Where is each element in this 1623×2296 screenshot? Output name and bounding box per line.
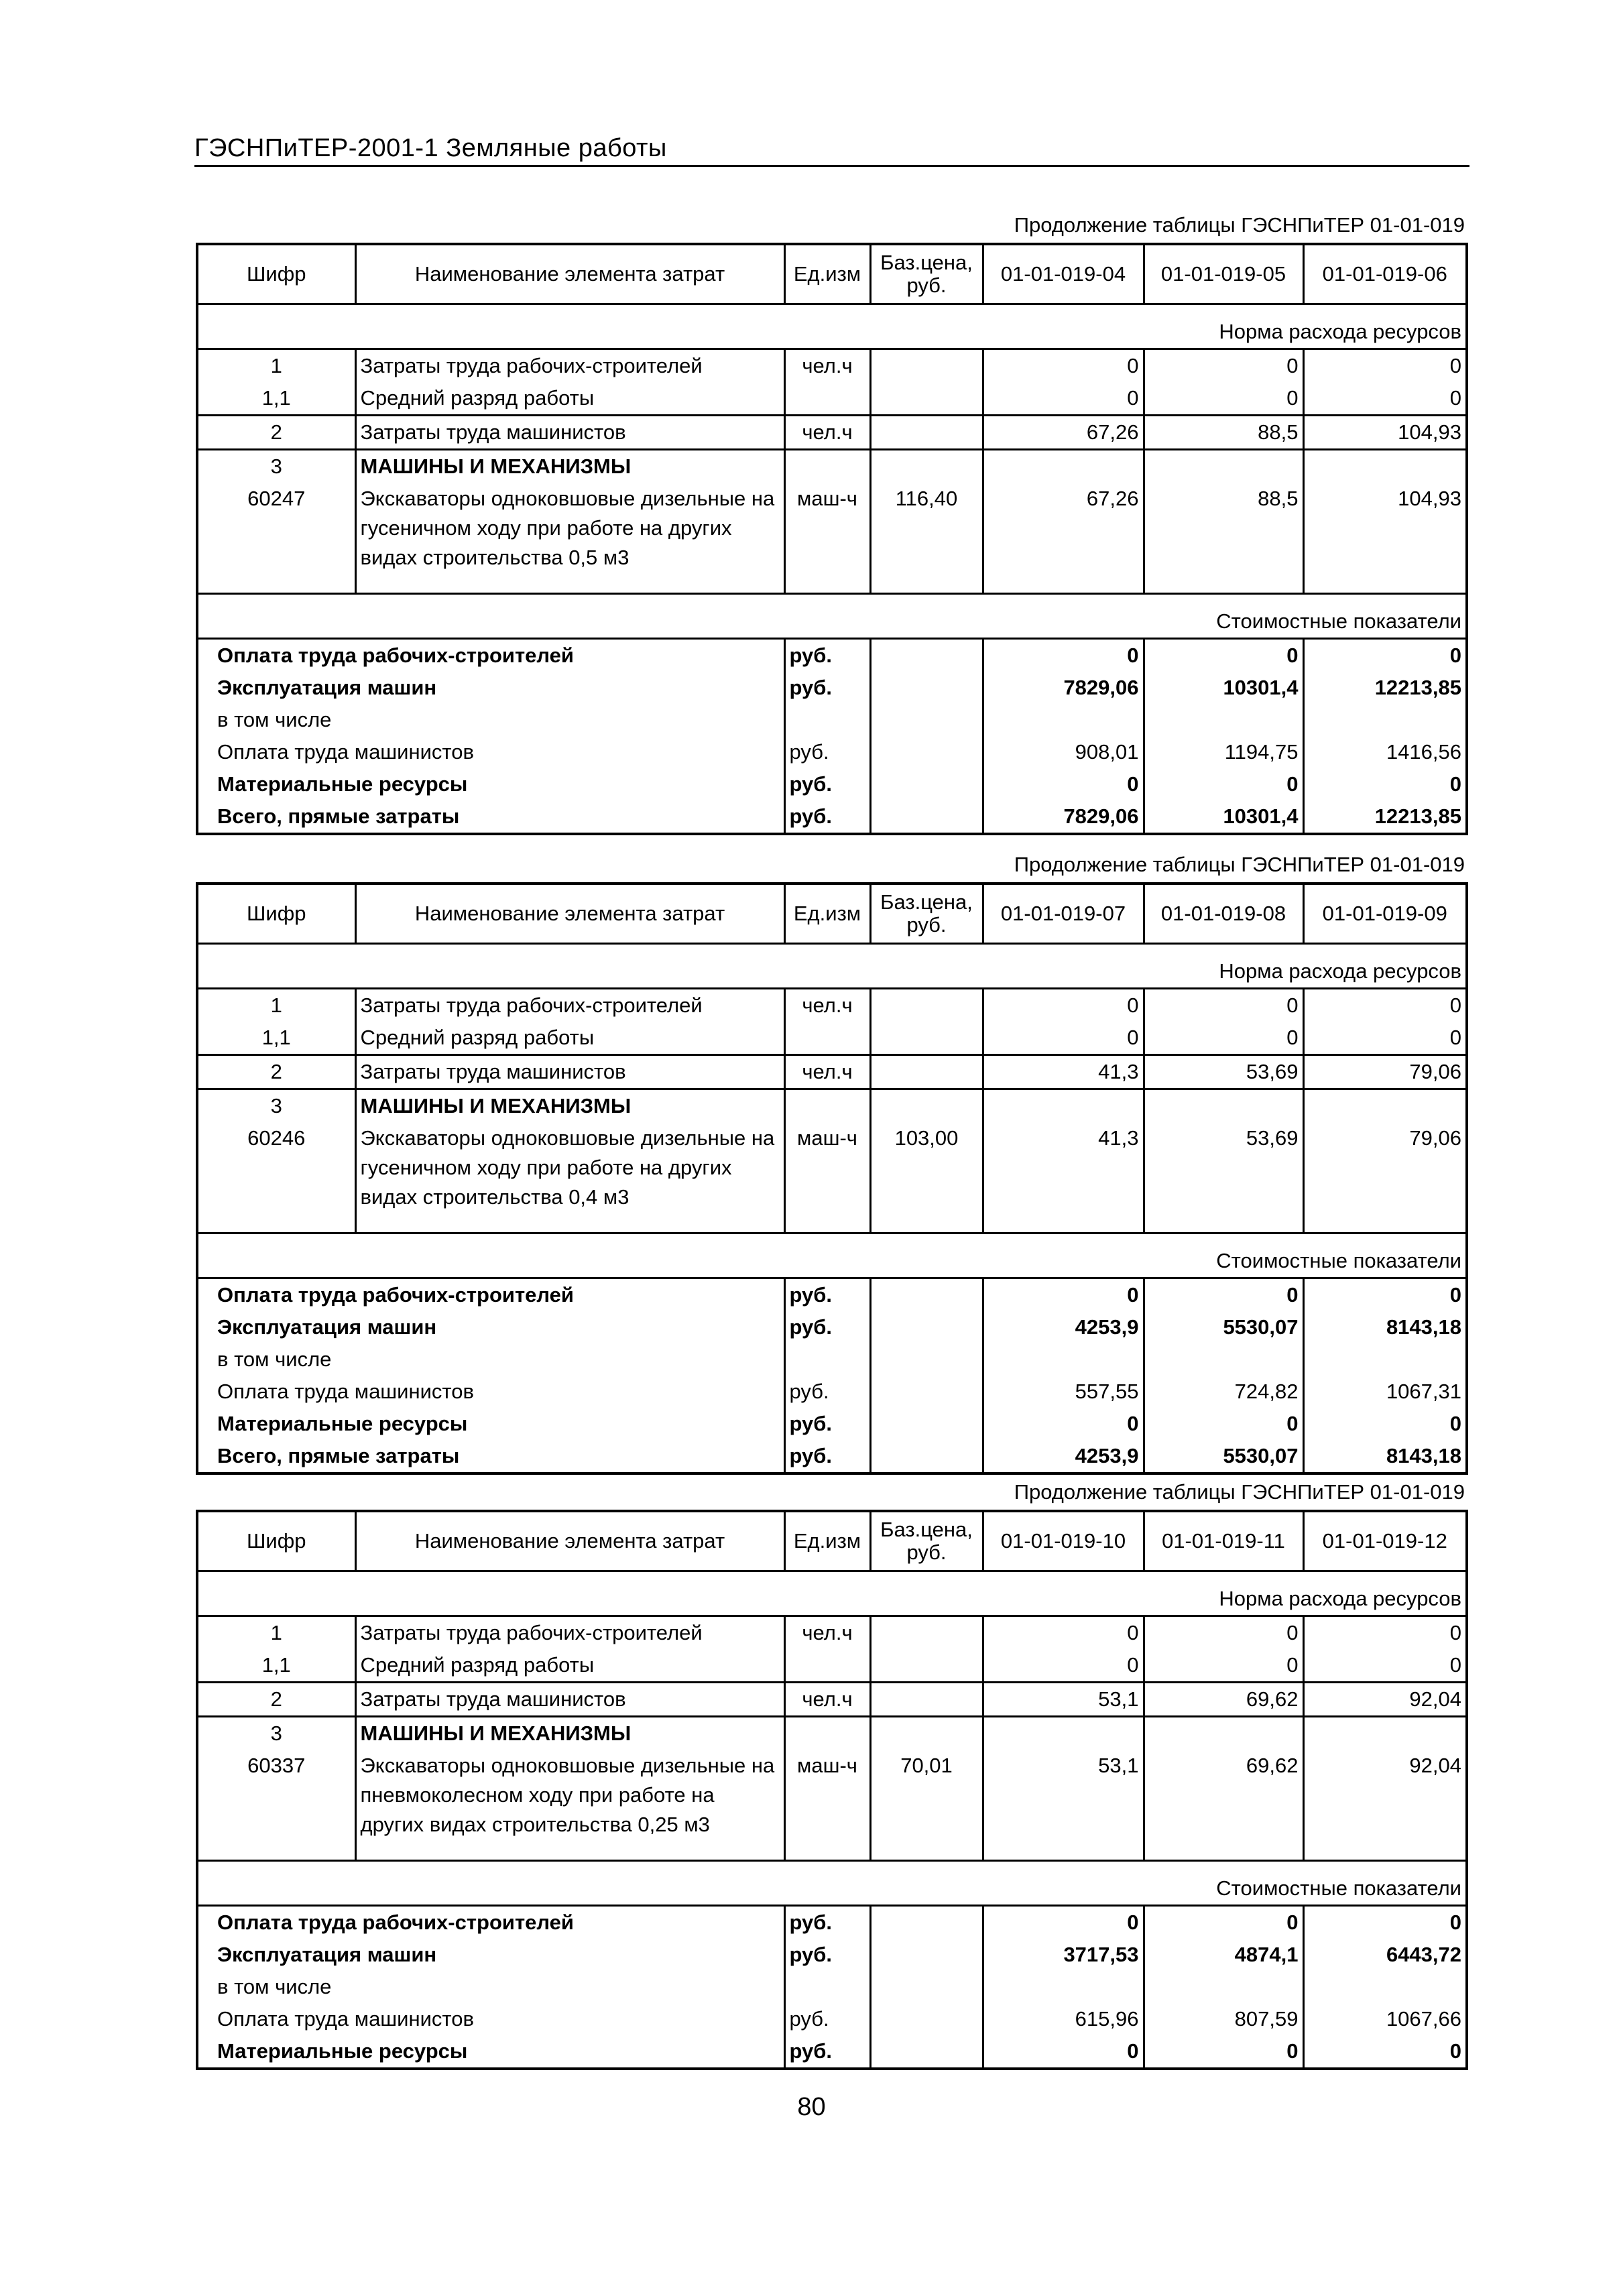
machine-row: 60337 Экскаваторы одноковшовые дизельные на пневмоколесном ходу при работе на других видах строительства 0,25 м3 маш-ч 70,01 53,1 69,62 92,04	[197, 1750, 1467, 1861]
norm-section-label: Норма расхода ресурсов	[197, 1571, 1467, 1616]
col-unit-header: Ед.изм	[784, 884, 870, 944]
table-row: Материальные ресурсы руб. 0 0 0	[197, 2035, 1467, 2069]
table-row: Оплата труда рабочих-строителей руб. 0 0 0	[197, 639, 1467, 672]
col-name-header: Наименование элемента затрат	[355, 244, 784, 304]
machines-header-row: 3 МАШИНЫ И МЕХАНИЗМЫ	[197, 450, 1467, 483]
cost-section-label: Стоимостные показатели	[197, 1861, 1467, 1906]
table-row: Эксплуатация машин руб. 4253,9 5530,07 8143,18	[197, 1311, 1467, 1343]
col-norm-code: 01-01-019-08	[1144, 884, 1303, 944]
table-row: Оплата труда машинистов руб. 908,01 1194,75 1416,56	[197, 736, 1467, 768]
norm-section-label: Норма расхода ресурсов	[197, 944, 1467, 989]
table-row: Оплата труда рабочих-строителей руб. 0 0 0	[197, 1906, 1467, 1939]
col-norm-code: 01-01-019-11	[1144, 1511, 1303, 1571]
table-row: Эксплуатация машин руб. 3717,53 4874,1 6443,72	[197, 1939, 1467, 1971]
table-row: Всего, прямые затраты руб. 7829,06 10301,4 12213,85	[197, 800, 1467, 834]
table-row: 1 Затраты труда рабочих-строителей чел.ч 0 0 0	[197, 1616, 1467, 1650]
table-row: в том числе	[197, 704, 1467, 736]
col-norm-code: 01-01-019-05	[1144, 244, 1303, 304]
cost-section-label: Стоимостные показатели	[197, 594, 1467, 639]
col-price-header: Баз.цена, руб.	[870, 244, 983, 304]
page-number: 80	[797, 2093, 826, 2121]
table-row: Оплата труда машинистов руб. 557,55 724,82 1067,31	[197, 1376, 1467, 1408]
col-unit-header: Ед.изм	[784, 1511, 870, 1571]
table-row: в том числе	[197, 1971, 1467, 2003]
table-row: 2 Затраты труда машинистов чел.ч 53,1 69,62 92,04	[197, 1683, 1467, 1717]
machines-header-row: 3 МАШИНЫ И МЕХАНИЗМЫ	[197, 1089, 1467, 1123]
table-row: Материальные ресурсы руб. 0 0 0	[197, 768, 1467, 800]
col-norm-code: 01-01-019-09	[1303, 884, 1467, 944]
table-caption: Продолжение таблицы ГЭСНПиТЕР 01-01-019	[1014, 1480, 1465, 1504]
table-row: 1 Затраты труда рабочих-строителей чел.ч 0 0 0	[197, 989, 1467, 1022]
table-row: Оплата труда машинистов руб. 615,96 807,59 1067,66	[197, 2003, 1467, 2035]
table-row: Оплата труда рабочих-строителей руб. 0 0 0	[197, 1278, 1467, 1312]
table-row: 1,1 Средний разряд работы 0 0 0	[197, 1649, 1467, 1683]
col-norm-code: 01-01-019-06	[1303, 244, 1467, 304]
resource-table-1	[196, 243, 1465, 835]
col-code-header: Шифр	[197, 1511, 355, 1571]
col-code-header: Шифр	[197, 244, 355, 304]
col-norm-code: 01-01-019-10	[983, 1511, 1144, 1571]
machines-header-row: 3 МАШИНЫ И МЕХАНИЗМЫ	[197, 1717, 1467, 1750]
col-norm-code: 01-01-019-07	[983, 884, 1144, 944]
table-caption: Продолжение таблицы ГЭСНПиТЕР 01-01-019	[1014, 853, 1465, 876]
page-header: ГЭСНПиТЕР-2001-1 Земляные работы	[194, 134, 667, 162]
col-name-header: Наименование элемента затрат	[355, 1511, 784, 1571]
resource-table-3	[196, 1510, 1465, 2070]
col-unit-header: Ед.изм	[784, 244, 870, 304]
norm-section-label: Норма расхода ресурсов	[197, 304, 1467, 349]
cost-section-label: Стоимостные показатели	[197, 1233, 1467, 1278]
header-rule	[194, 165, 1469, 167]
col-code-header: Шифр	[197, 884, 355, 944]
col-price-header: Баз.цена, руб.	[870, 884, 983, 944]
table-row: 2 Затраты труда машинистов чел.ч 41,3 53,69 79,06	[197, 1055, 1467, 1089]
col-norm-code: 01-01-019-04	[983, 244, 1144, 304]
col-name-header: Наименование элемента затрат	[355, 884, 784, 944]
table-row: Материальные ресурсы руб. 0 0 0	[197, 1408, 1467, 1440]
table-row: 1,1 Средний разряд работы 0 0 0	[197, 1022, 1467, 1055]
table-row: 1 Затраты труда рабочих-строителей чел.ч 0 0 0	[197, 349, 1467, 383]
table-row: 1,1 Средний разряд работы 0 0 0	[197, 382, 1467, 416]
machine-row: 60247 Экскаваторы одноковшовые дизельные на гусеничном ходу при работе на других видах строительства 0,5 м3 маш-ч 116,40 67,26 88,5 104,93	[197, 483, 1467, 594]
col-norm-code: 01-01-019-12	[1303, 1511, 1467, 1571]
resource-table-2	[196, 882, 1465, 1475]
table-row: Эксплуатация машин руб. 7829,06 10301,4 12213,85	[197, 672, 1467, 704]
table-row: Всего, прямые затраты руб. 4253,9 5530,07 8143,18	[197, 1440, 1467, 1473]
table-caption: Продолжение таблицы ГЭСНПиТЕР 01-01-019	[1014, 213, 1465, 237]
col-price-header: Баз.цена, руб.	[870, 1511, 983, 1571]
table-row: 2 Затраты труда машинистов чел.ч 67,26 88,5 104,93	[197, 416, 1467, 450]
table-row: в том числе	[197, 1343, 1467, 1376]
machine-row: 60246 Экскаваторы одноковшовые дизельные на гусеничном ходу при работе на других видах строительства 0,4 м3 маш-ч 103,00 41,3 53,69 79,06	[197, 1122, 1467, 1233]
